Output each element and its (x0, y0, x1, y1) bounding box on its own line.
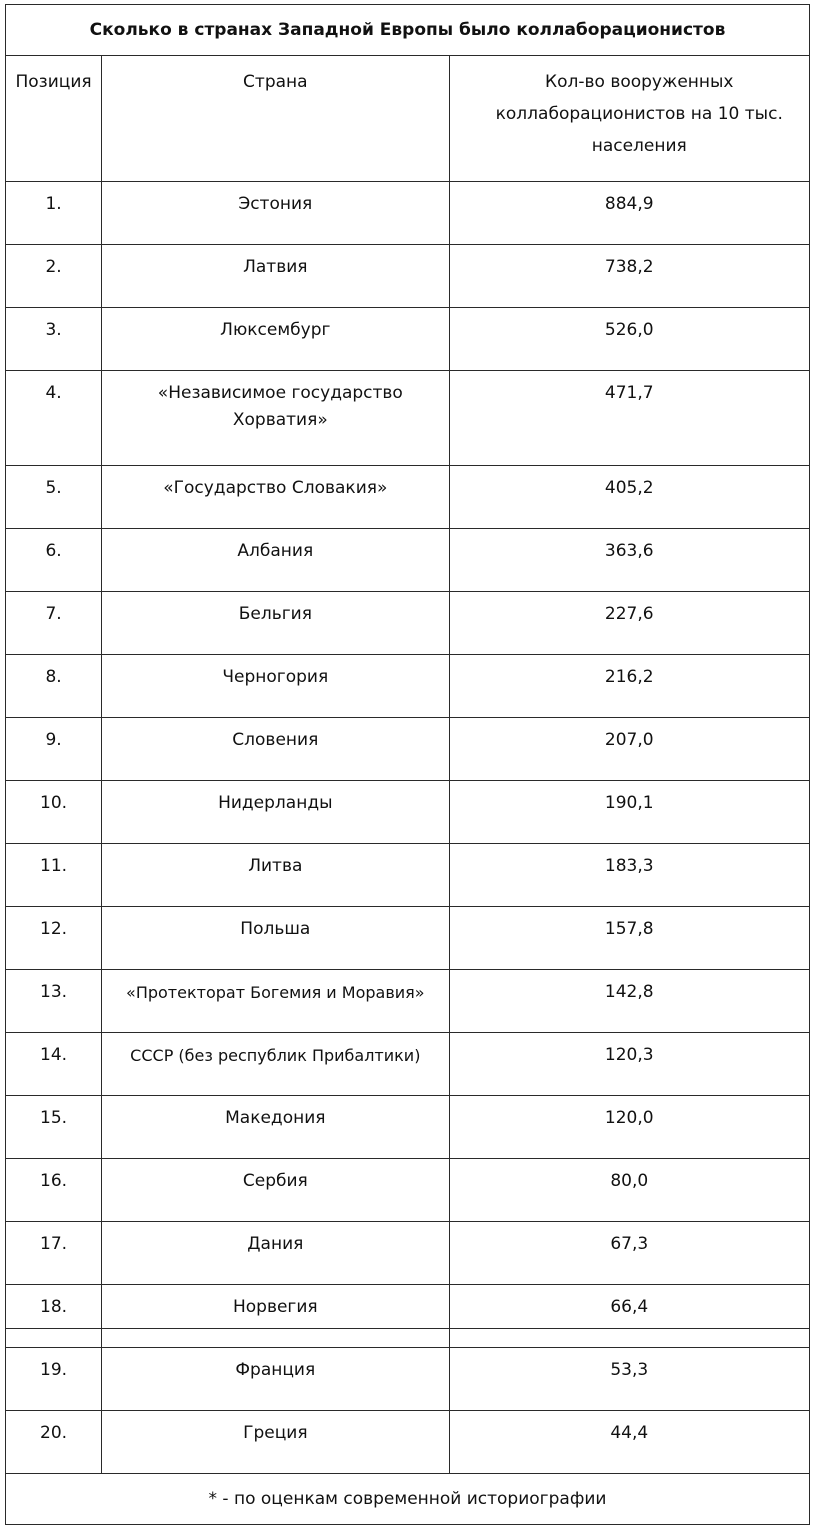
value-cell: 142,8 (449, 970, 809, 1033)
position-cell: 4. (6, 371, 102, 466)
value-cell: 216,2 (449, 655, 809, 718)
page-bottom-rule (5, 1328, 810, 1329)
value-cell: 884,9 (449, 182, 809, 245)
row-13 (6, 970, 810, 1033)
value-cell: 157,8 (449, 907, 809, 970)
row-9 (6, 718, 810, 781)
value-cell: 80,0 (449, 1159, 809, 1222)
country-cell: Латвия (102, 245, 449, 308)
country-cell: Бельгия (102, 592, 449, 655)
country-cell: Польша (102, 907, 449, 970)
collaborators-table (5, 4, 810, 1525)
row-10 (6, 781, 810, 844)
row-11 (6, 844, 810, 907)
country-cell: Сербия (102, 1159, 449, 1222)
position-cell: 7. (6, 592, 102, 655)
country-cell: Греция (102, 1411, 449, 1474)
table-title: Сколько в странах Западной Европы было коллаборационистов (6, 5, 810, 56)
value-cell: 120,0 (449, 1096, 809, 1159)
position-cell: 13. (6, 970, 102, 1033)
header-value: Кол-во вооруженных коллаборационистов на 10 тыс. населения (449, 56, 809, 182)
position-cell: 18. (6, 1285, 102, 1348)
country-cell: Дания (102, 1222, 449, 1285)
footnote: * - по оценкам современной историографии (6, 1474, 810, 1525)
value-cell: 120,3 (449, 1033, 809, 1096)
position-cell: 20. (6, 1411, 102, 1474)
header-row (6, 56, 810, 182)
row-4 (6, 371, 810, 466)
position-cell: 15. (6, 1096, 102, 1159)
value-cell: 190,1 (449, 781, 809, 844)
value-cell: 53,3 (449, 1348, 809, 1411)
value-cell: 738,2 (449, 245, 809, 308)
value-cell: 526,0 (449, 308, 809, 371)
row-7 (6, 592, 810, 655)
position-cell: 6. (6, 529, 102, 592)
row-16 (6, 1159, 810, 1222)
position-cell: 14. (6, 1033, 102, 1096)
country-cell: «Независимое государство Хорватия» (102, 371, 449, 466)
position-cell: 16. (6, 1159, 102, 1222)
country-cell: Албания (102, 529, 449, 592)
row-12 (6, 907, 810, 970)
value-cell: 207,0 (449, 718, 809, 781)
row-20 (6, 1411, 810, 1474)
value-cell: 183,3 (449, 844, 809, 907)
value-cell: 44,4 (449, 1411, 809, 1474)
value-cell: 363,6 (449, 529, 809, 592)
position-cell: 8. (6, 655, 102, 718)
position-cell: 3. (6, 308, 102, 371)
country-cell: Нидерланды (102, 781, 449, 844)
country-cell: Норвегия (102, 1285, 449, 1348)
row-14 (6, 1033, 810, 1096)
value-cell: 66,4 (449, 1285, 809, 1348)
position-cell: 11. (6, 844, 102, 907)
position-cell: 5. (6, 466, 102, 529)
position-cell: 2. (6, 245, 102, 308)
country-cell: Словения (102, 718, 449, 781)
country-cell: Эстония (102, 182, 449, 245)
row-19 (6, 1348, 810, 1411)
row-17 (6, 1222, 810, 1285)
header-position: Позиция (6, 56, 102, 182)
country-cell: Литва (102, 844, 449, 907)
value-cell: 67,3 (449, 1222, 809, 1285)
title-row (6, 5, 810, 56)
row-18 (6, 1285, 810, 1348)
header-country: Страна (102, 56, 449, 182)
position-cell: 9. (6, 718, 102, 781)
position-cell: 17. (6, 1222, 102, 1285)
country-cell: Македония (102, 1096, 449, 1159)
position-cell: 1. (6, 182, 102, 245)
row-3 (6, 308, 810, 371)
row-8 (6, 655, 810, 718)
row-15 (6, 1096, 810, 1159)
value-cell: 405,2 (449, 466, 809, 529)
value-cell: 227,6 (449, 592, 809, 655)
position-cell: 10. (6, 781, 102, 844)
country-cell: СССР (без республик Прибалтики) (102, 1033, 449, 1096)
value-cell: 471,7 (449, 371, 809, 466)
country-cell: Люксембург (102, 308, 449, 371)
position-cell: 19. (6, 1348, 102, 1411)
footnote-row (6, 1474, 810, 1525)
position-cell: 12. (6, 907, 102, 970)
row-2 (6, 245, 810, 308)
country-cell: Черногория (102, 655, 449, 718)
country-cell: «Протекторат Богемия и Моравия» (102, 970, 449, 1033)
country-cell: «Государство Словакия» (102, 466, 449, 529)
country-cell: Франция (102, 1348, 449, 1411)
row-1 (6, 182, 810, 245)
row-6 (6, 529, 810, 592)
row-5 (6, 466, 810, 529)
